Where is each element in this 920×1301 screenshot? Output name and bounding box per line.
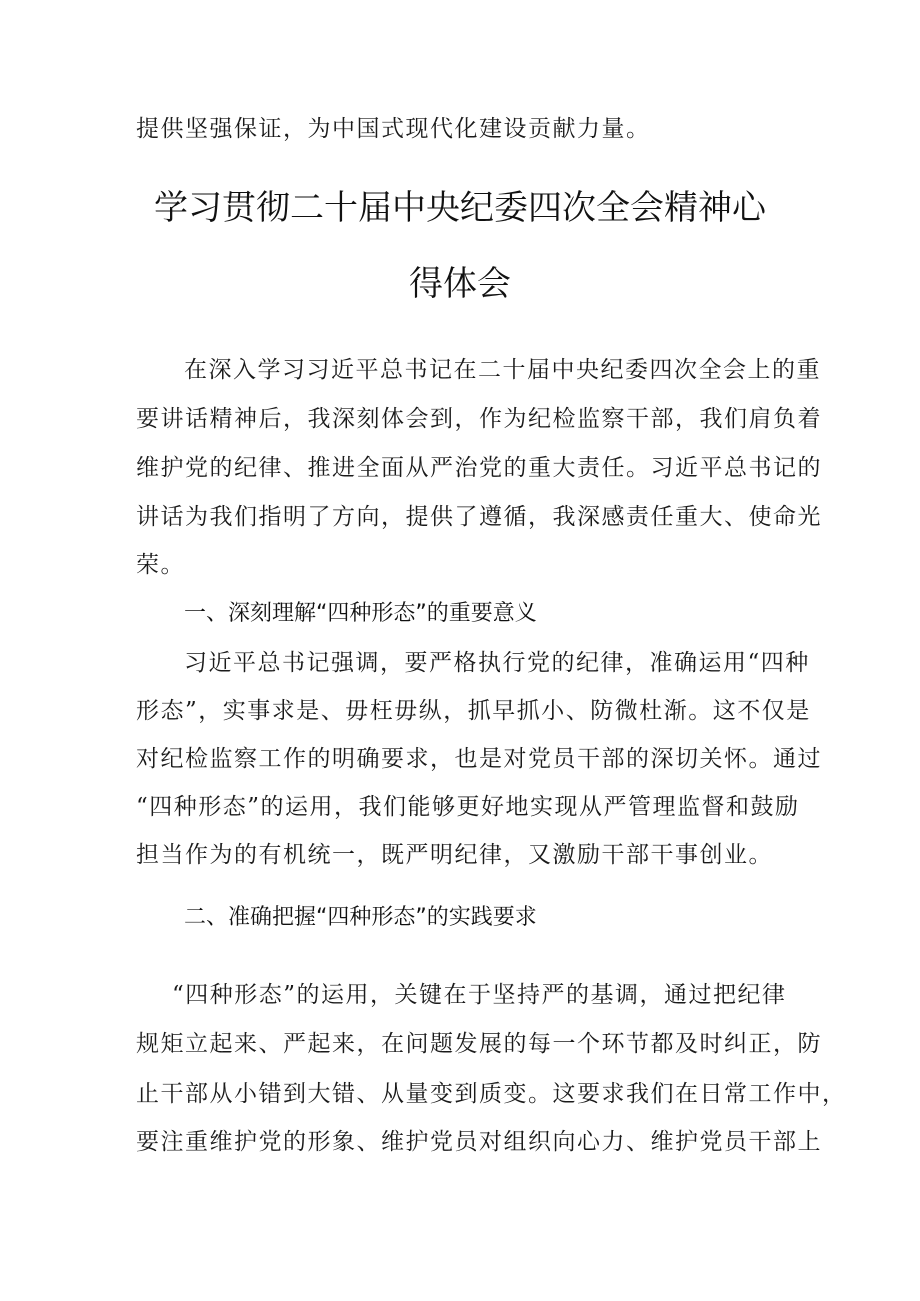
paragraph-3-line-1: “四种形态”的运用，关键在于坚持严的基调，通过把纪律 [172,982,787,1008]
section-heading-1: 一、深刻理解“四种形态”的重要意义 [184,601,537,626]
paragraph-2-line-2: 形态”，实事求是、毋枉毋纵，抓早抓小、防微杜渐。这不仅是 [136,698,811,724]
document-title-line-2: 得体会 [409,264,511,304]
paragraph-1-line-3: 维护党的纪律、推进全面从严治党的重大责任。习近平总书记的 [136,455,822,481]
intro-tail-line: 提供坚强保证，为中国式现代化建设贡献力量。 [136,116,651,142]
paragraph-2-line-1: 习近平总书记强调，要严格执行党的纪律，准确运用“四种 [184,650,810,676]
paragraph-3-line-4: 要注重维护党的形象、维护党员对组织向心力、维护党员干部上 [136,1129,822,1155]
paragraph-3-line-2: 规矩立起来、严起来，在问题发展的每一个环节都及时纠正，防 [136,1031,822,1057]
paragraph-1-line-2: 要讲话精神后，我深刻体会到，作为纪检监察干部，我们肩负着 [136,406,822,432]
paragraph-2-line-3: 对纪检监察工作的明确要求，也是对党员干部的深切关怀。通过 [136,746,822,772]
paragraph-1-line-4: 讲话为我们指明了方向，提供了遵循，我深感责任重大、使命光 [136,504,822,530]
paragraph-2-line-5: 担当作为的有机统一，既严明纪律，又激励干部干事创业。 [136,842,773,868]
document-title-line-1: 学习贯彻二十届中央纪委四次全会精神心 [154,188,766,228]
section-heading-2: 二、准确把握“四种形态”的实践要求 [184,905,537,930]
paragraph-3-line-3: 止干部从小错到大错、从量变到质变。这要求我们在日常工作中， [136,1081,847,1107]
paragraph-2-line-4: “四种形态”的运用，我们能够更好地实现从严管理监督和鼓励 [136,794,800,820]
paragraph-1-line-1: 在深入学习习近平总书记在二十届中央纪委四次全会上的重 [184,357,821,383]
paragraph-1-line-5: 荣。 [136,552,185,578]
